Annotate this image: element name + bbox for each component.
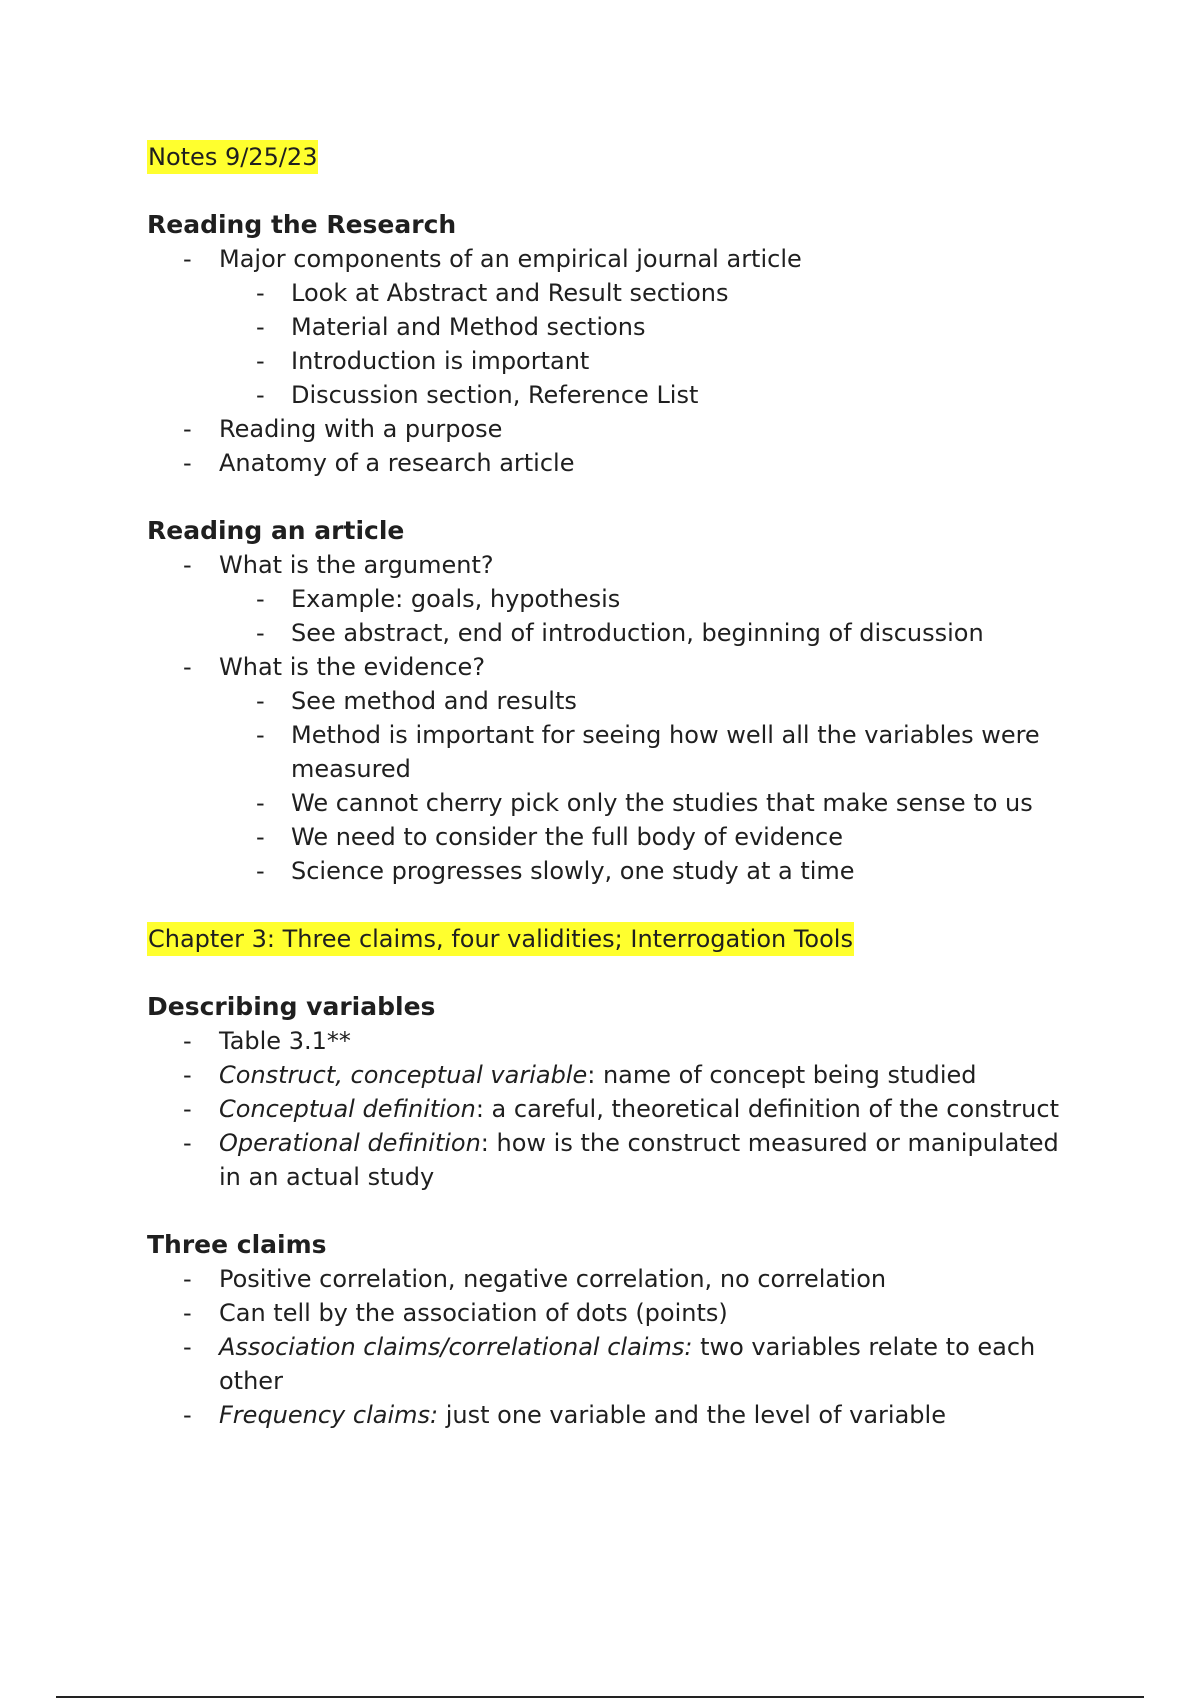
list-item: - Positive correlation, negative correlation, no correlation <box>183 1265 887 1293</box>
reading-article-list <box>147 548 1087 888</box>
three-claims-list <box>147 1262 1087 1432</box>
list-item: - Construct, conceptual variable: name of concept being studied <box>183 1061 977 1089</box>
list-item: - Discussion section, Reference List <box>256 381 699 409</box>
list-item: - Operational definition: how is the construct measured or manipulated <box>183 1129 1059 1157</box>
list-item: - Look at Abstract and Result sections <box>256 279 729 307</box>
list-item: - Major components of an empirical journal article <box>183 245 802 273</box>
list-item-continuation: measured <box>291 755 411 783</box>
list-item: - Science progresses slowly, one study at a time <box>256 857 855 885</box>
list-item: - Example: goals, hypothesis <box>256 585 621 613</box>
section-heading-reading-article: Reading an article <box>147 516 405 545</box>
list-item-continuation: in an actual study <box>219 1163 435 1191</box>
list-item: - Can tell by the association of dots (points) <box>183 1299 728 1327</box>
list-item: - Association claims/correlational claims: two variables relate to each <box>183 1333 1036 1361</box>
list-item: - Method is important for seeing how well all the variables were <box>256 721 1040 749</box>
list-item: - See abstract, end of introduction, beginning of discussion <box>256 619 984 647</box>
section-heading-reading-research: Reading the Research <box>147 210 457 239</box>
list-item: - What is the argument? <box>183 551 494 579</box>
list-item: - Anatomy of a research article <box>183 449 575 477</box>
list-item: - We cannot cherry pick only the studies that make sense to us <box>256 789 1033 817</box>
list-item: - Material and Method sections <box>256 313 646 341</box>
notes-page <box>147 140 1087 1432</box>
date-label: Notes 9/25/23 <box>147 140 318 174</box>
reading-research-list <box>147 242 1087 480</box>
section-heading-three-claims: Three claims <box>147 1230 327 1259</box>
list-item: - Reading with a purpose <box>183 415 503 443</box>
list-item: - Table 3.1** <box>183 1027 351 1055</box>
describing-variables-list <box>147 1024 1087 1194</box>
chapter-label: Chapter 3: Three claims, four validities; Interrogation Tools <box>147 922 854 956</box>
list-item: - We need to consider the full body of evidence <box>256 823 843 851</box>
section-heading-describing-variables: Describing variables <box>147 992 436 1021</box>
page-bottom-rule <box>56 1696 1144 1698</box>
list-item: - Introduction is important <box>256 347 590 375</box>
list-item: - What is the evidence? <box>183 653 486 681</box>
list-item: - Conceptual definition: a careful, theoretical definition of the construct <box>183 1095 1059 1123</box>
list-item: - Frequency claims: just one variable and the level of variable <box>183 1401 946 1429</box>
list-item: - See method and results <box>256 687 577 715</box>
list-item-continuation: other <box>219 1367 283 1395</box>
